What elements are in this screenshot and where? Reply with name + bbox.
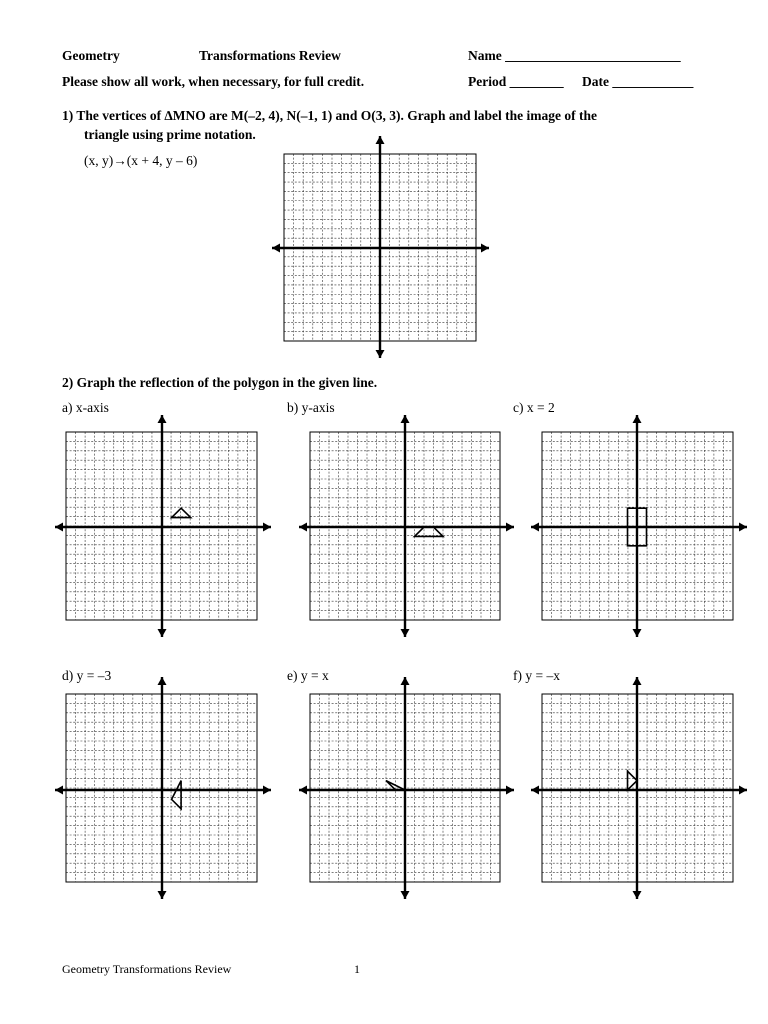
part-f-arrow-up-icon: [633, 677, 642, 685]
part-f-arrow-down-icon: [633, 891, 642, 899]
part-a-label: a) x-axis: [62, 400, 109, 415]
part-c-label: c) x = 2: [513, 400, 555, 415]
part-f-label: f) y = –x: [513, 668, 560, 683]
q1-rule: (x, y)→(x + 4, y – 6): [84, 153, 198, 168]
subject-label: Geometry: [62, 48, 120, 63]
part-f-pre-image-polygon: [628, 771, 638, 790]
instructions: Please show all work, when necessary, for full credit.: [62, 74, 365, 89]
part-d-label: d) y = –3: [62, 668, 112, 683]
q1-prompt-line2: triangle using prime notation.: [84, 127, 256, 142]
footer-title: Geometry Transformations Review: [62, 962, 232, 976]
part-f-arrow-right-icon: [739, 786, 747, 795]
period-field: Period ________: [468, 74, 564, 89]
q1-prompt-line1: 1) The vertices of ∆MNO are M(–2, 4), N(–1, 1) and O(3, 3). Graph and label the image of the: [62, 108, 597, 123]
page-number: 1: [354, 962, 360, 976]
part-e-label: e) y = x: [287, 668, 329, 683]
q2-heading: 2) Graph the reflection of the polygon in the given line.: [62, 375, 378, 390]
date-field: Date ____________: [582, 74, 694, 89]
part-f-arrow-left-icon: [531, 786, 539, 795]
name-field: Name __________________________: [468, 48, 681, 63]
worksheet-title: Transformations Review: [199, 48, 341, 63]
part-b-label: b) y-axis: [287, 400, 335, 415]
